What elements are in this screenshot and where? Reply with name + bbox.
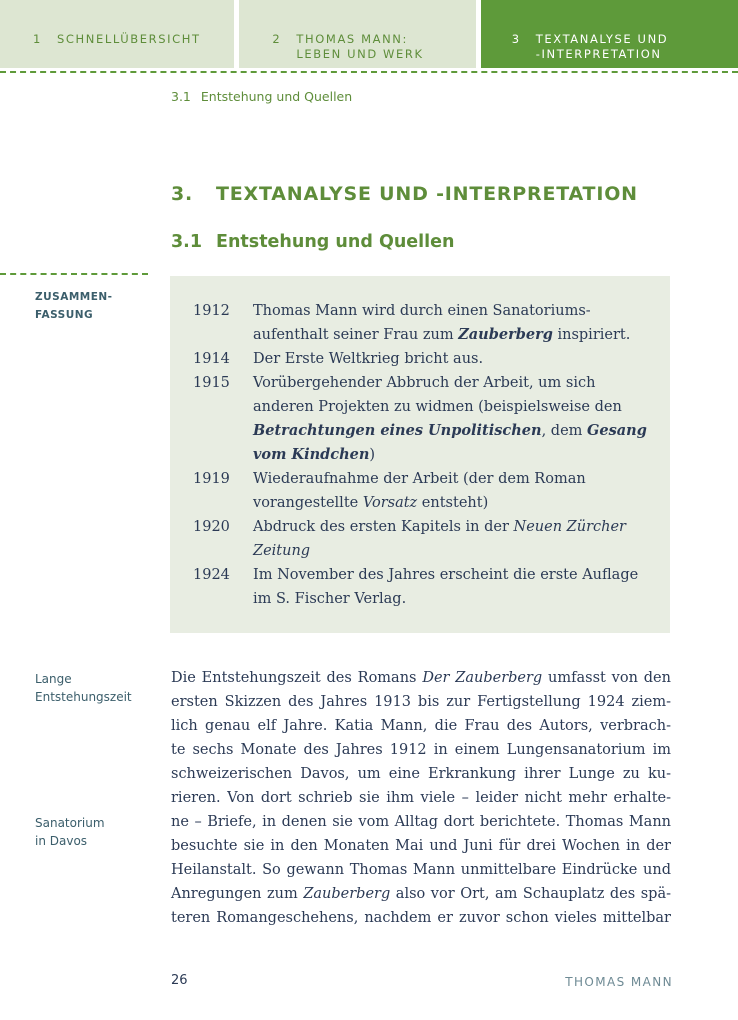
chapter-number: 3. bbox=[171, 183, 194, 205]
body-paragraph bbox=[171, 666, 671, 930]
timeline-year: 1912 bbox=[193, 303, 230, 319]
emphasis-bold: vom Kindchen bbox=[253, 446, 370, 463]
emphasis-bold: Gesang bbox=[587, 422, 647, 439]
timeline-text: Vorübergehender Abbruch der Arbeit, um sich bbox=[253, 375, 596, 391]
timeline-year: 1915 bbox=[193, 375, 230, 391]
timeline-year bbox=[193, 539, 253, 563]
timeline-text: Abdruck des ersten Kapitels in der Neuen Zürcher bbox=[253, 519, 626, 535]
body-line: Anregungen zum Zauberberg also vor Ort, am Schauplatz des spä- bbox=[171, 886, 671, 902]
chapter-tabs bbox=[0, 0, 738, 68]
emphasis-bold: Betrachtungen eines Unpolitischen bbox=[253, 422, 542, 439]
timeline-text: anderen Projekten zu widmen (beispielsweise den bbox=[253, 399, 622, 415]
timeline-year: 1914 bbox=[193, 351, 230, 367]
sidenote-line: ZUSAMMEN- bbox=[35, 291, 113, 303]
tab-label-line-2: LEBEN UND WERK bbox=[296, 47, 424, 61]
timeline-text: Der Erste Weltkrieg bricht aus. bbox=[253, 351, 484, 367]
timeline-entry-continuation bbox=[193, 443, 653, 467]
body-line: besuchte sie in den Monaten Mai und Juni für drei Wochen in der bbox=[171, 838, 671, 854]
breadcrumb bbox=[171, 89, 352, 104]
timeline-text bbox=[253, 539, 653, 563]
tab-label-line-1: TEXTANALYSE UND bbox=[535, 32, 669, 46]
body-line: schweizerischen Davos, um eine Erkrankung ihrer Lunge zu ku- bbox=[171, 766, 671, 782]
timeline-year bbox=[193, 443, 253, 467]
timeline bbox=[193, 299, 653, 611]
timeline-text: aufenthalt seiner Frau zum Zauberberg inspiriert. bbox=[253, 326, 631, 343]
timeline-entry-continuation bbox=[193, 323, 653, 347]
timeline-text: Thomas Mann wird durch einen Sanatoriums- bbox=[253, 303, 591, 319]
timeline-year bbox=[193, 491, 253, 515]
body-line: ersten Skizzen des Jahres 1913 bis zur Fertigstellung 1924 ziem- bbox=[171, 694, 671, 710]
tab-label: SCHNELLÜBERSICHT bbox=[57, 32, 201, 46]
timeline-entry bbox=[193, 347, 653, 371]
sidenote-line: FASSUNG bbox=[35, 309, 94, 321]
sidenote-line: in Davos bbox=[35, 834, 88, 848]
timeline-year: 1924 bbox=[193, 567, 230, 583]
timeline-entry bbox=[193, 563, 653, 587]
tab-schnelluebersicht[interactable] bbox=[0, 0, 234, 68]
section-number: 3.1 bbox=[171, 232, 203, 252]
timeline-entry bbox=[193, 515, 653, 539]
timeline-text: vom Kindchen) bbox=[253, 446, 376, 463]
timeline-entry-continuation bbox=[193, 419, 653, 443]
timeline-text: Wiederaufnahme der Arbeit (der dem Roman bbox=[253, 471, 586, 487]
page-number: 26 bbox=[171, 973, 188, 988]
tab-number: 1 bbox=[33, 32, 42, 46]
timeline-text: vorangestellte Vorsatz entsteht) bbox=[253, 495, 489, 511]
body-line: ne – Briefe, in denen sie vom Alltag dort berichtete. Thomas Mann bbox=[171, 814, 671, 830]
timeline-entry-continuation bbox=[193, 587, 653, 611]
header-divider bbox=[0, 71, 738, 73]
sidenote-sanatorium bbox=[35, 814, 105, 850]
timeline-year bbox=[193, 587, 253, 611]
body-line: te sechs Monate des Jahres 1912 in einem Lungensanatorium im bbox=[171, 742, 671, 758]
timeline-year: 1920 bbox=[193, 519, 230, 535]
timeline-text: Im November des Jahres erscheint die erste Auflage bbox=[253, 567, 639, 583]
sidenote-line: Entstehungszeit bbox=[35, 690, 132, 704]
tab-leben-und-werk[interactable] bbox=[239, 0, 475, 68]
timeline-entry bbox=[193, 467, 653, 491]
running-footer: THOMAS MANN bbox=[565, 975, 673, 989]
emphasis-italic: Neuen Zürcher bbox=[513, 519, 626, 535]
emphasis-bold: Zauberberg bbox=[458, 326, 553, 343]
tab-number: 2 bbox=[272, 32, 282, 46]
section-title: Entstehung und Quellen bbox=[216, 232, 455, 252]
emphasis-italic: Zeitung bbox=[253, 543, 311, 559]
tab-label-line-1: THOMAS MANN: bbox=[296, 32, 408, 46]
body-line: rieren. Von dort schrieb sie ihm viele – leider nicht mehr erhalte- bbox=[171, 790, 671, 806]
sidenote-summary bbox=[35, 288, 113, 324]
timeline-entry-continuation bbox=[193, 539, 653, 563]
timeline-text: im S. Fischer Verlag. bbox=[253, 591, 407, 607]
timeline-entry-continuation bbox=[193, 491, 653, 515]
timeline-year: 1919 bbox=[193, 471, 230, 487]
timeline-year bbox=[193, 419, 253, 443]
emphasis-italic: Zauberberg bbox=[303, 886, 391, 902]
sidebar-divider bbox=[0, 273, 148, 275]
body-line: Die Entstehungszeit des Romans Der Zauberberg umfasst von den bbox=[171, 670, 671, 686]
body-line: teren Romangeschehens, nachdem er zuvor schon vieles mittelbar bbox=[171, 910, 671, 926]
timeline-year bbox=[193, 395, 253, 419]
summary-box bbox=[170, 276, 670, 633]
chapter-heading bbox=[171, 183, 638, 205]
timeline-entry bbox=[193, 371, 653, 395]
tab-number: 3 bbox=[511, 32, 521, 46]
emphasis-italic: Vorsatz bbox=[362, 495, 418, 511]
sidenote-line: Lange bbox=[35, 672, 72, 686]
breadcrumb-number: 3.1 bbox=[171, 89, 191, 104]
sidenote-line: Sanatorium bbox=[35, 816, 105, 830]
breadcrumb-text: Entstehung und Quellen bbox=[200, 89, 353, 104]
tab-label-line-2: -INTERPRETATION bbox=[535, 47, 662, 61]
section-heading bbox=[171, 232, 455, 252]
body-line: lich genau elf Jahre. Katia Mann, die Frau des Autors, verbrach- bbox=[171, 718, 671, 734]
body-line: Heilanstalt. So gewann Thomas Mann unmittelbare Eindrücke und bbox=[171, 862, 671, 878]
timeline-entry-continuation bbox=[193, 395, 653, 419]
timeline-text: Betrachtungen eines Unpolitischen, dem Gesang bbox=[253, 422, 647, 439]
tab-textanalyse[interactable] bbox=[481, 0, 738, 68]
sidenote-entstehungszeit bbox=[35, 670, 132, 706]
emphasis-italic: Der Zauberberg bbox=[422, 670, 543, 686]
chapter-title: TEXTANALYSE UND -INTERPRETATION bbox=[216, 183, 638, 205]
timeline-entry bbox=[193, 299, 653, 323]
timeline-year bbox=[193, 323, 253, 347]
